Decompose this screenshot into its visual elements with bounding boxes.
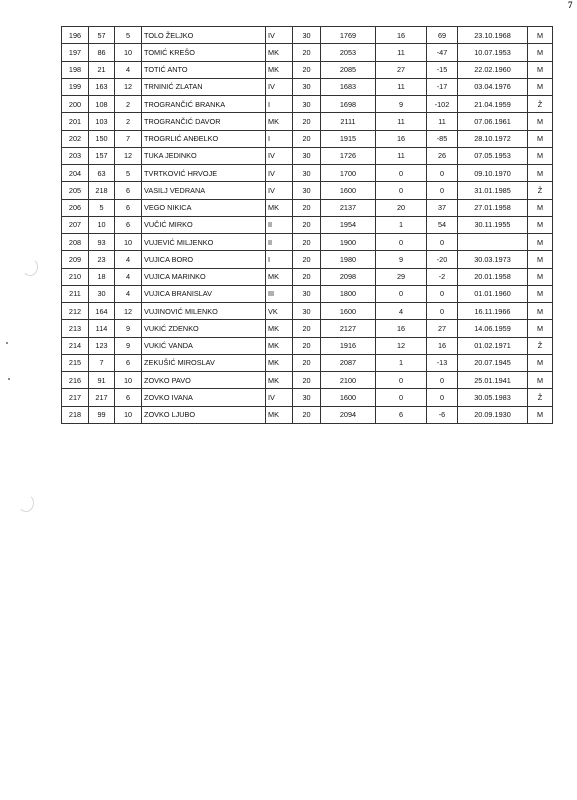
rank-cell: 209: [62, 251, 89, 268]
change-cell: 0: [427, 182, 458, 199]
rating-cell: 2094: [321, 406, 376, 423]
rank-cell: 216: [62, 372, 89, 389]
category-cell: MK: [266, 354, 293, 371]
change-cell: 0: [427, 285, 458, 302]
rating-cell: 2137: [321, 199, 376, 216]
sex-cell: M: [528, 27, 553, 44]
sex-cell: M: [528, 199, 553, 216]
table-row: [62, 96, 553, 113]
rank-cell: 212: [62, 303, 89, 320]
games-cell: 1: [376, 354, 427, 371]
change-cell: 0: [427, 234, 458, 251]
birth-date-cell: 07.06.1961: [458, 113, 528, 130]
sex-cell: M: [528, 406, 553, 423]
games-cell: 4: [376, 303, 427, 320]
change-cell: 0: [427, 165, 458, 182]
k-factor-cell: 30: [293, 147, 321, 164]
rank-cell: 214: [62, 337, 89, 354]
id-cell: 217: [89, 389, 115, 406]
birth-date-cell: 09.10.1970: [458, 165, 528, 182]
rank-cell: 199: [62, 78, 89, 95]
sex-cell: M: [528, 165, 553, 182]
k-factor-cell: 20: [293, 406, 321, 423]
rating-cell: 2100: [321, 372, 376, 389]
name-cell: ZOVKO PAVO: [142, 372, 266, 389]
id-cell: 218: [89, 182, 115, 199]
table-row: [62, 406, 553, 423]
category-cell: MK: [266, 337, 293, 354]
games-cell: 0: [376, 234, 427, 251]
change-cell: 0: [427, 389, 458, 406]
table-body: [62, 27, 553, 424]
games-cell: 27: [376, 61, 427, 78]
birth-date-cell: 28.10.1972: [458, 130, 528, 147]
rating-cell: 1700: [321, 165, 376, 182]
club-cell: 5: [115, 165, 142, 182]
id-cell: 93: [89, 234, 115, 251]
page-number: 7: [568, 0, 573, 10]
birth-date-cell: 14.06.1959: [458, 320, 528, 337]
games-cell: 0: [376, 372, 427, 389]
sex-cell: M: [528, 234, 553, 251]
club-cell: 4: [115, 251, 142, 268]
id-cell: 23: [89, 251, 115, 268]
birth-date-cell: [458, 234, 528, 251]
games-cell: 1: [376, 216, 427, 233]
id-cell: 108: [89, 96, 115, 113]
name-cell: ZEKUŠIĆ MIROSLAV: [142, 354, 266, 371]
birth-date-cell: 25.01.1941: [458, 372, 528, 389]
games-cell: 12: [376, 337, 427, 354]
games-cell: 20: [376, 199, 427, 216]
name-cell: VUKIĆ ZDENKO: [142, 320, 266, 337]
category-cell: IV: [266, 147, 293, 164]
club-cell: 10: [115, 372, 142, 389]
category-cell: IV: [266, 182, 293, 199]
birth-date-cell: 31.01.1985: [458, 182, 528, 199]
name-cell: VUJICA BRANISLAV: [142, 285, 266, 302]
k-factor-cell: 30: [293, 78, 321, 95]
category-cell: MK: [266, 406, 293, 423]
rating-cell: 1800: [321, 285, 376, 302]
sex-cell: M: [528, 354, 553, 371]
rating-cell: 2111: [321, 113, 376, 130]
sex-cell: M: [528, 147, 553, 164]
table-row: [62, 78, 553, 95]
birth-date-cell: 20.07.1945: [458, 354, 528, 371]
club-cell: 4: [115, 61, 142, 78]
id-cell: 91: [89, 372, 115, 389]
name-cell: VUJICA MARINKO: [142, 268, 266, 285]
club-cell: 2: [115, 113, 142, 130]
change-cell: 54: [427, 216, 458, 233]
club-cell: 12: [115, 78, 142, 95]
k-factor-cell: 20: [293, 372, 321, 389]
punch-hole-mark: [18, 494, 34, 512]
birth-date-cell: 23.10.1968: [458, 27, 528, 44]
rating-cell: 1600: [321, 303, 376, 320]
change-cell: -47: [427, 44, 458, 61]
rating-cell: 1769: [321, 27, 376, 44]
category-cell: MK: [266, 44, 293, 61]
rank-cell: 200: [62, 96, 89, 113]
club-cell: 6: [115, 182, 142, 199]
rating-cell: 1600: [321, 182, 376, 199]
rating-cell: 1600: [321, 389, 376, 406]
table-row: [62, 234, 553, 251]
club-cell: 2: [115, 96, 142, 113]
club-cell: 6: [115, 389, 142, 406]
games-cell: 11: [376, 147, 427, 164]
name-cell: VEGO NIKICA: [142, 199, 266, 216]
rating-cell: 1980: [321, 251, 376, 268]
rating-cell: 1726: [321, 147, 376, 164]
rating-cell: 2053: [321, 44, 376, 61]
change-cell: -15: [427, 61, 458, 78]
change-cell: 11: [427, 113, 458, 130]
category-cell: MK: [266, 320, 293, 337]
table-row: [62, 44, 553, 61]
id-cell: 21: [89, 61, 115, 78]
k-factor-cell: 30: [293, 389, 321, 406]
category-cell: IV: [266, 78, 293, 95]
table-row: [62, 389, 553, 406]
club-cell: 12: [115, 303, 142, 320]
sex-cell: M: [528, 78, 553, 95]
club-cell: 9: [115, 337, 142, 354]
id-cell: 123: [89, 337, 115, 354]
name-cell: TOTIĆ ANTO: [142, 61, 266, 78]
club-cell: 6: [115, 354, 142, 371]
table-row: [62, 303, 553, 320]
table-row: [62, 337, 553, 354]
id-cell: 150: [89, 130, 115, 147]
games-cell: 11: [376, 44, 427, 61]
games-cell: 16: [376, 27, 427, 44]
rank-cell: 196: [62, 27, 89, 44]
k-factor-cell: 20: [293, 61, 321, 78]
games-cell: 16: [376, 320, 427, 337]
id-cell: 30: [89, 285, 115, 302]
rating-cell: 1683: [321, 78, 376, 95]
club-cell: 10: [115, 234, 142, 251]
sex-cell: Ž: [528, 96, 553, 113]
rank-cell: 208: [62, 234, 89, 251]
id-cell: 163: [89, 78, 115, 95]
table-row: [62, 130, 553, 147]
rank-cell: 206: [62, 199, 89, 216]
k-factor-cell: 20: [293, 199, 321, 216]
birth-date-cell: 27.01.1958: [458, 199, 528, 216]
rank-cell: 213: [62, 320, 89, 337]
name-cell: VUJICA BORO: [142, 251, 266, 268]
id-cell: 57: [89, 27, 115, 44]
games-cell: 11: [376, 113, 427, 130]
rating-cell: 1698: [321, 96, 376, 113]
table-row: [62, 199, 553, 216]
sex-cell: M: [528, 320, 553, 337]
rank-cell: 203: [62, 147, 89, 164]
table-row: [62, 113, 553, 130]
name-cell: TROGRANČIĆ DAVOR: [142, 113, 266, 130]
games-cell: 0: [376, 285, 427, 302]
birth-date-cell: 01.02.1971: [458, 337, 528, 354]
sex-cell: M: [528, 251, 553, 268]
change-cell: 26: [427, 147, 458, 164]
category-cell: I: [266, 251, 293, 268]
id-cell: 63: [89, 165, 115, 182]
category-cell: III: [266, 285, 293, 302]
change-cell: -20: [427, 251, 458, 268]
sex-cell: M: [528, 372, 553, 389]
table-row: [62, 320, 553, 337]
rank-cell: 217: [62, 389, 89, 406]
name-cell: VUČIĆ MIRKO: [142, 216, 266, 233]
games-cell: 0: [376, 165, 427, 182]
change-cell: 69: [427, 27, 458, 44]
change-cell: 0: [427, 372, 458, 389]
k-factor-cell: 20: [293, 234, 321, 251]
id-cell: 10: [89, 216, 115, 233]
birth-date-cell: 01.01.1960: [458, 285, 528, 302]
change-cell: -17: [427, 78, 458, 95]
id-cell: 18: [89, 268, 115, 285]
birth-date-cell: 20.09.1930: [458, 406, 528, 423]
name-cell: ZOVKO LJUBO: [142, 406, 266, 423]
k-factor-cell: 20: [293, 44, 321, 61]
name-cell: VUJEVIĆ MILJENKO: [142, 234, 266, 251]
table-row: [62, 27, 553, 44]
sex-cell: M: [528, 216, 553, 233]
birth-date-cell: 30.05.1983: [458, 389, 528, 406]
k-factor-cell: 30: [293, 27, 321, 44]
club-cell: 6: [115, 216, 142, 233]
games-cell: 6: [376, 406, 427, 423]
birth-date-cell: 21.04.1959: [458, 96, 528, 113]
category-cell: IV: [266, 165, 293, 182]
id-cell: 103: [89, 113, 115, 130]
category-cell: MK: [266, 113, 293, 130]
k-factor-cell: 20: [293, 320, 321, 337]
birth-date-cell: 30.03.1973: [458, 251, 528, 268]
name-cell: TROGRLIĆ ANĐELKO: [142, 130, 266, 147]
table-row: [62, 285, 553, 302]
change-cell: 0: [427, 303, 458, 320]
category-cell: II: [266, 234, 293, 251]
name-cell: TOLO ŽELJKO: [142, 27, 266, 44]
games-cell: 9: [376, 251, 427, 268]
change-cell: -102: [427, 96, 458, 113]
club-cell: 10: [115, 44, 142, 61]
sex-cell: M: [528, 303, 553, 320]
k-factor-cell: 20: [293, 337, 321, 354]
birth-date-cell: 07.05.1953: [458, 147, 528, 164]
change-cell: 27: [427, 320, 458, 337]
sex-cell: M: [528, 268, 553, 285]
k-factor-cell: 30: [293, 182, 321, 199]
category-cell: MK: [266, 61, 293, 78]
k-factor-cell: 30: [293, 96, 321, 113]
id-cell: 99: [89, 406, 115, 423]
rating-cell: 2087: [321, 354, 376, 371]
name-cell: TROGRANČIĆ BRANKA: [142, 96, 266, 113]
id-cell: 157: [89, 147, 115, 164]
rank-cell: 207: [62, 216, 89, 233]
id-cell: 164: [89, 303, 115, 320]
change-cell: -13: [427, 354, 458, 371]
club-cell: 4: [115, 268, 142, 285]
table-row: [62, 147, 553, 164]
rank-cell: 215: [62, 354, 89, 371]
club-cell: 9: [115, 320, 142, 337]
name-cell: TVRTKOVIĆ HRVOJE: [142, 165, 266, 182]
k-factor-cell: 30: [293, 165, 321, 182]
category-cell: IV: [266, 389, 293, 406]
sex-cell: M: [528, 44, 553, 61]
rating-cell: 1916: [321, 337, 376, 354]
sex-cell: Ž: [528, 337, 553, 354]
records-table: [61, 26, 553, 424]
rating-cell: 1900: [321, 234, 376, 251]
table-row: [62, 182, 553, 199]
table-row: [62, 372, 553, 389]
id-cell: 114: [89, 320, 115, 337]
name-cell: VUJINOVIĆ MILENKO: [142, 303, 266, 320]
k-factor-cell: 20: [293, 113, 321, 130]
club-cell: 10: [115, 406, 142, 423]
change-cell: -6: [427, 406, 458, 423]
table-row: [62, 61, 553, 78]
table-row: [62, 268, 553, 285]
sex-cell: Ž: [528, 389, 553, 406]
table-row: [62, 216, 553, 233]
sex-cell: M: [528, 113, 553, 130]
k-factor-cell: 30: [293, 303, 321, 320]
club-cell: 4: [115, 285, 142, 302]
table-row: [62, 251, 553, 268]
name-cell: VUKIĆ VANDA: [142, 337, 266, 354]
birth-date-cell: 10.07.1953: [458, 44, 528, 61]
birth-date-cell: 22.02.1960: [458, 61, 528, 78]
id-cell: 5: [89, 199, 115, 216]
scan-speck: [8, 378, 10, 380]
k-factor-cell: 20: [293, 216, 321, 233]
category-cell: MK: [266, 199, 293, 216]
rank-cell: 210: [62, 268, 89, 285]
rating-cell: 2127: [321, 320, 376, 337]
k-factor-cell: 20: [293, 354, 321, 371]
category-cell: I: [266, 96, 293, 113]
change-cell: 16: [427, 337, 458, 354]
games-cell: 16: [376, 130, 427, 147]
change-cell: -85: [427, 130, 458, 147]
club-cell: 12: [115, 147, 142, 164]
birth-date-cell: 03.04.1976: [458, 78, 528, 95]
games-cell: 0: [376, 182, 427, 199]
rank-cell: 201: [62, 113, 89, 130]
category-cell: VK: [266, 303, 293, 320]
scan-speck: [6, 342, 8, 344]
category-cell: MK: [266, 268, 293, 285]
name-cell: VASILJ VEDRANA: [142, 182, 266, 199]
table-row: [62, 354, 553, 371]
birth-date-cell: 30.11.1955: [458, 216, 528, 233]
rank-cell: 197: [62, 44, 89, 61]
rank-cell: 205: [62, 182, 89, 199]
rating-cell: 2098: [321, 268, 376, 285]
name-cell: TUKA JEDINKO: [142, 147, 266, 164]
rating-cell: 1954: [321, 216, 376, 233]
category-cell: MK: [266, 372, 293, 389]
name-cell: ZOVKO IVANA: [142, 389, 266, 406]
games-cell: 29: [376, 268, 427, 285]
games-cell: 0: [376, 389, 427, 406]
change-cell: 37: [427, 199, 458, 216]
rank-cell: 202: [62, 130, 89, 147]
change-cell: -2: [427, 268, 458, 285]
category-cell: II: [266, 216, 293, 233]
birth-date-cell: 20.01.1958: [458, 268, 528, 285]
sex-cell: Ž: [528, 182, 553, 199]
games-cell: 9: [376, 96, 427, 113]
birth-date-cell: 16.11.1966: [458, 303, 528, 320]
rank-cell: 204: [62, 165, 89, 182]
club-cell: 5: [115, 27, 142, 44]
category-cell: I: [266, 130, 293, 147]
sex-cell: M: [528, 130, 553, 147]
name-cell: TRNINIĆ ZLATAN: [142, 78, 266, 95]
rank-cell: 211: [62, 285, 89, 302]
k-factor-cell: 30: [293, 285, 321, 302]
punch-hole-mark: [22, 258, 38, 276]
club-cell: 6: [115, 199, 142, 216]
category-cell: IV: [266, 27, 293, 44]
rating-cell: 2085: [321, 61, 376, 78]
sex-cell: M: [528, 61, 553, 78]
id-cell: 7: [89, 354, 115, 371]
k-factor-cell: 20: [293, 268, 321, 285]
rank-cell: 218: [62, 406, 89, 423]
id-cell: 86: [89, 44, 115, 61]
games-cell: 11: [376, 78, 427, 95]
k-factor-cell: 20: [293, 130, 321, 147]
sex-cell: M: [528, 285, 553, 302]
k-factor-cell: 20: [293, 251, 321, 268]
club-cell: 7: [115, 130, 142, 147]
rank-cell: 198: [62, 61, 89, 78]
name-cell: TOMIĆ KREŠO: [142, 44, 266, 61]
rating-cell: 1915: [321, 130, 376, 147]
table-row: [62, 165, 553, 182]
